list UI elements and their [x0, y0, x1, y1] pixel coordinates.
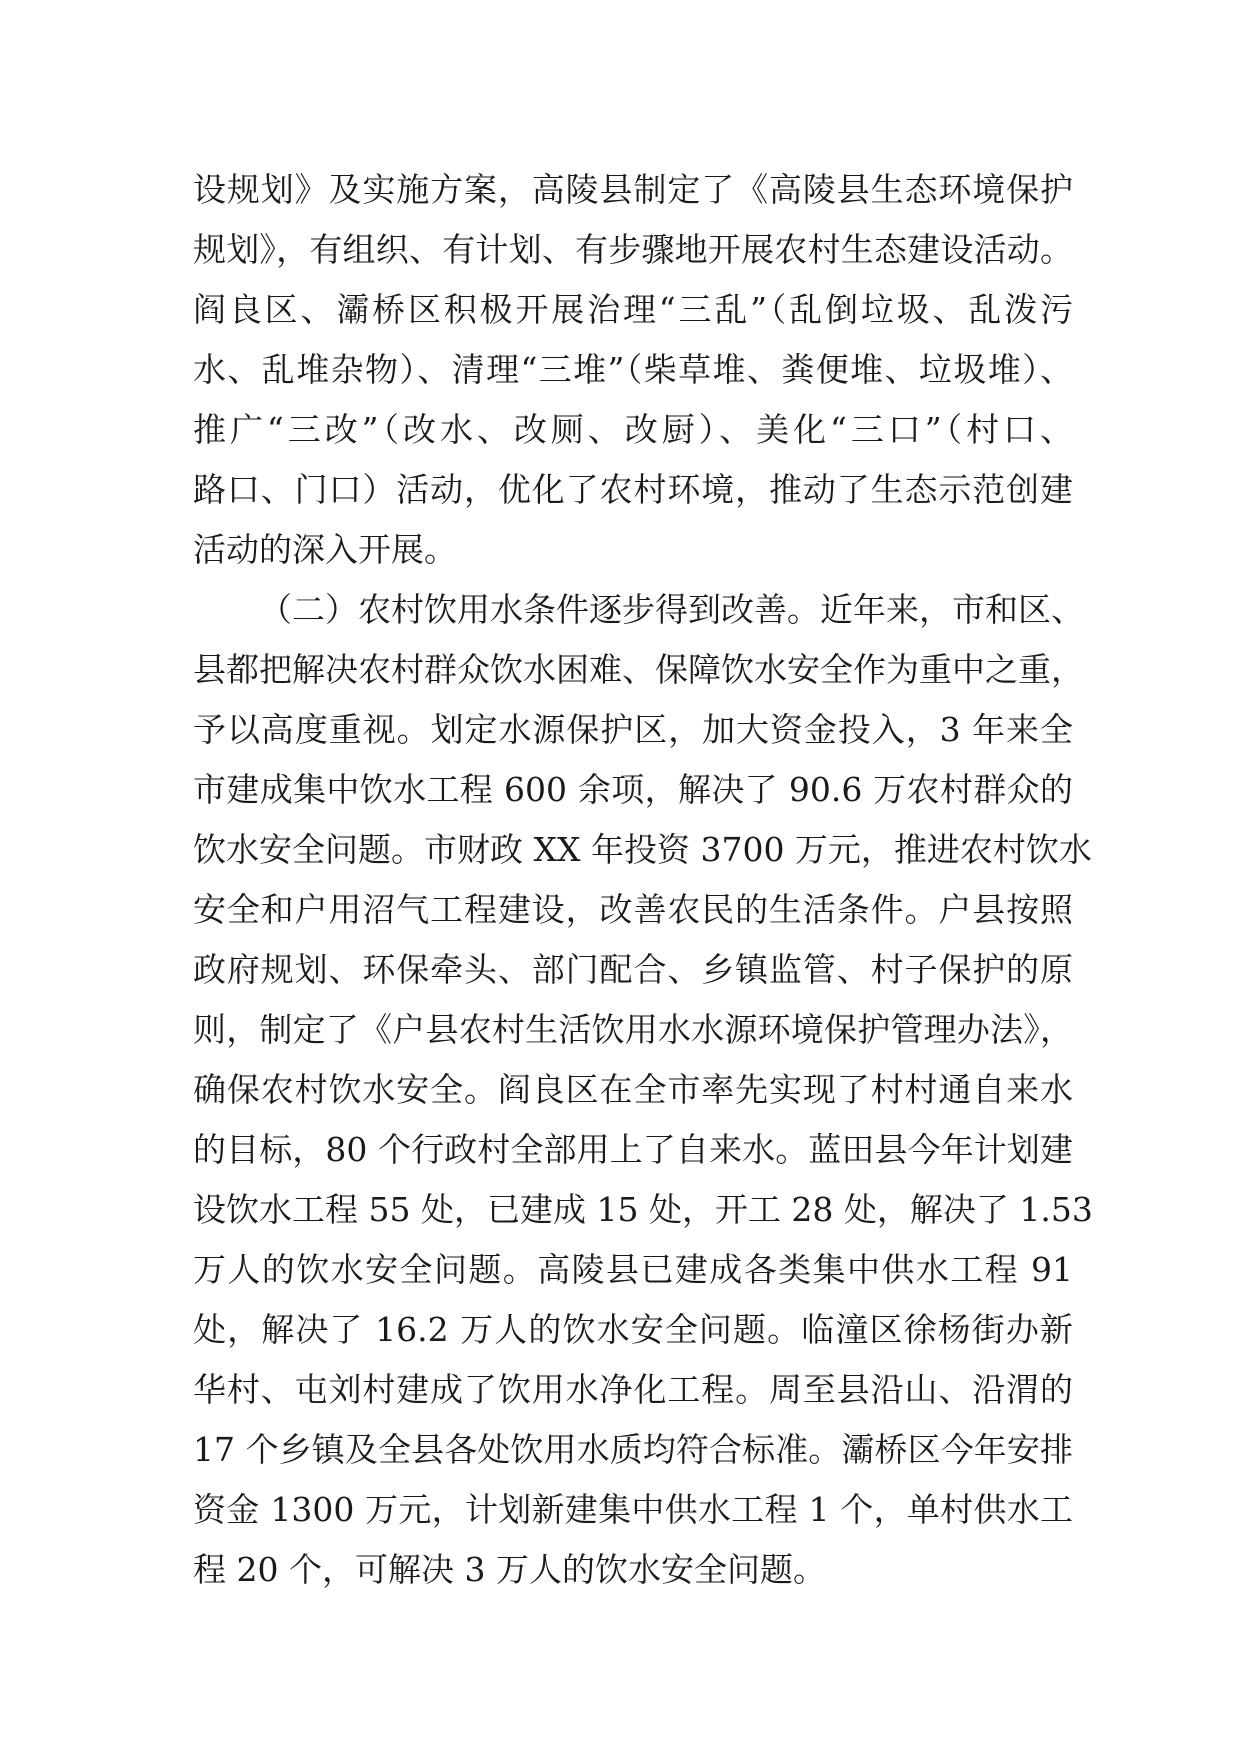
text-line: 活动的深入开展。 — [193, 530, 457, 569]
text-line: 的目标，80 个行政村全部用上了自来水。蓝田县今年计划建 — [193, 1130, 1073, 1169]
text-line: 处，解决了 16.2 万人的饮水安全问题。临潼区徐杨街办新 — [193, 1310, 1073, 1349]
text-line: 确保农村饮水安全。阎良区在全市率先实现了村村通自来水 — [193, 1070, 1073, 1109]
paragraph-drinking-water — [193, 580, 1093, 1600]
text-line: 规划》，有组织、有计划、有步骤地开展农村生态建设活动。 — [193, 230, 1073, 269]
text-line: 水、乱堆杂物）、清理“三堆”（柴草堆、粪便堆、垃圾堆）、 — [193, 350, 1073, 389]
text-line: 华村、屯刘村建成了饮用水净化工程。周至县沿山、沿渭的 — [193, 1370, 1073, 1409]
text-line: 17 个乡镇及全县各处饮用水质均符合标准。灞桥区今年安排 — [193, 1430, 1073, 1469]
text-line: 市建成集中饮水工程 600 余项，解决了 90.6 万农村群众的 — [193, 770, 1073, 809]
text-line: 县都把解决农村群众饮水困难、保障饮水安全作为重中之重， — [193, 650, 1084, 689]
text-line: 推广“三改”（改水、改厕、改厨）、美化“三口”（村口、 — [193, 410, 1073, 449]
text-line: 设饮水工程 55 处，已建成 15 处，开工 28 处，解决了 1.53 — [193, 1190, 1093, 1229]
text-line: 安全和户用沼气工程建设，改善农民的生活条件。户县按照 — [193, 890, 1073, 929]
document-body — [193, 160, 1093, 1600]
text-line: 阎良区、灞桥区积极开展治理“三乱”（乱倒垃圾、乱泼污 — [193, 290, 1073, 329]
paragraph-ecology — [193, 160, 1073, 580]
text-line: 饮水安全问题。市财政 XX 年投资 3700 万元，推进农村饮水 — [193, 830, 1092, 869]
text-line: 则，制定了《户县农村生活饮用水水源环境保护管理办法》， — [193, 1010, 1073, 1049]
text-line: 政府规划、环保牵头、部门配合、乡镇监管、村子保护的原 — [193, 950, 1073, 989]
text-line: 万人的饮水安全问题。高陵县已建成各类集中供水工程 91 — [193, 1250, 1073, 1289]
text-line: 设规划》及实施方案，高陵县制定了《高陵县生态环境保护 — [193, 170, 1073, 209]
section-heading-line: （二）农村饮用水条件逐步得到改善。近年来，市和区、 — [259, 590, 1084, 629]
text-line: 程 20 个，可解决 3 万人的饮水安全问题。 — [193, 1550, 826, 1589]
text-line: 路口、门口）活动，优化了农村环境，推动了生态示范创建 — [193, 470, 1073, 509]
text-line: 资金 1300 万元，计划新建集中供水工程 1 个，单村供水工 — [193, 1490, 1073, 1529]
text-line: 予以高度重视。划定水源保护区，加大资金投入，3 年来全 — [193, 710, 1073, 749]
